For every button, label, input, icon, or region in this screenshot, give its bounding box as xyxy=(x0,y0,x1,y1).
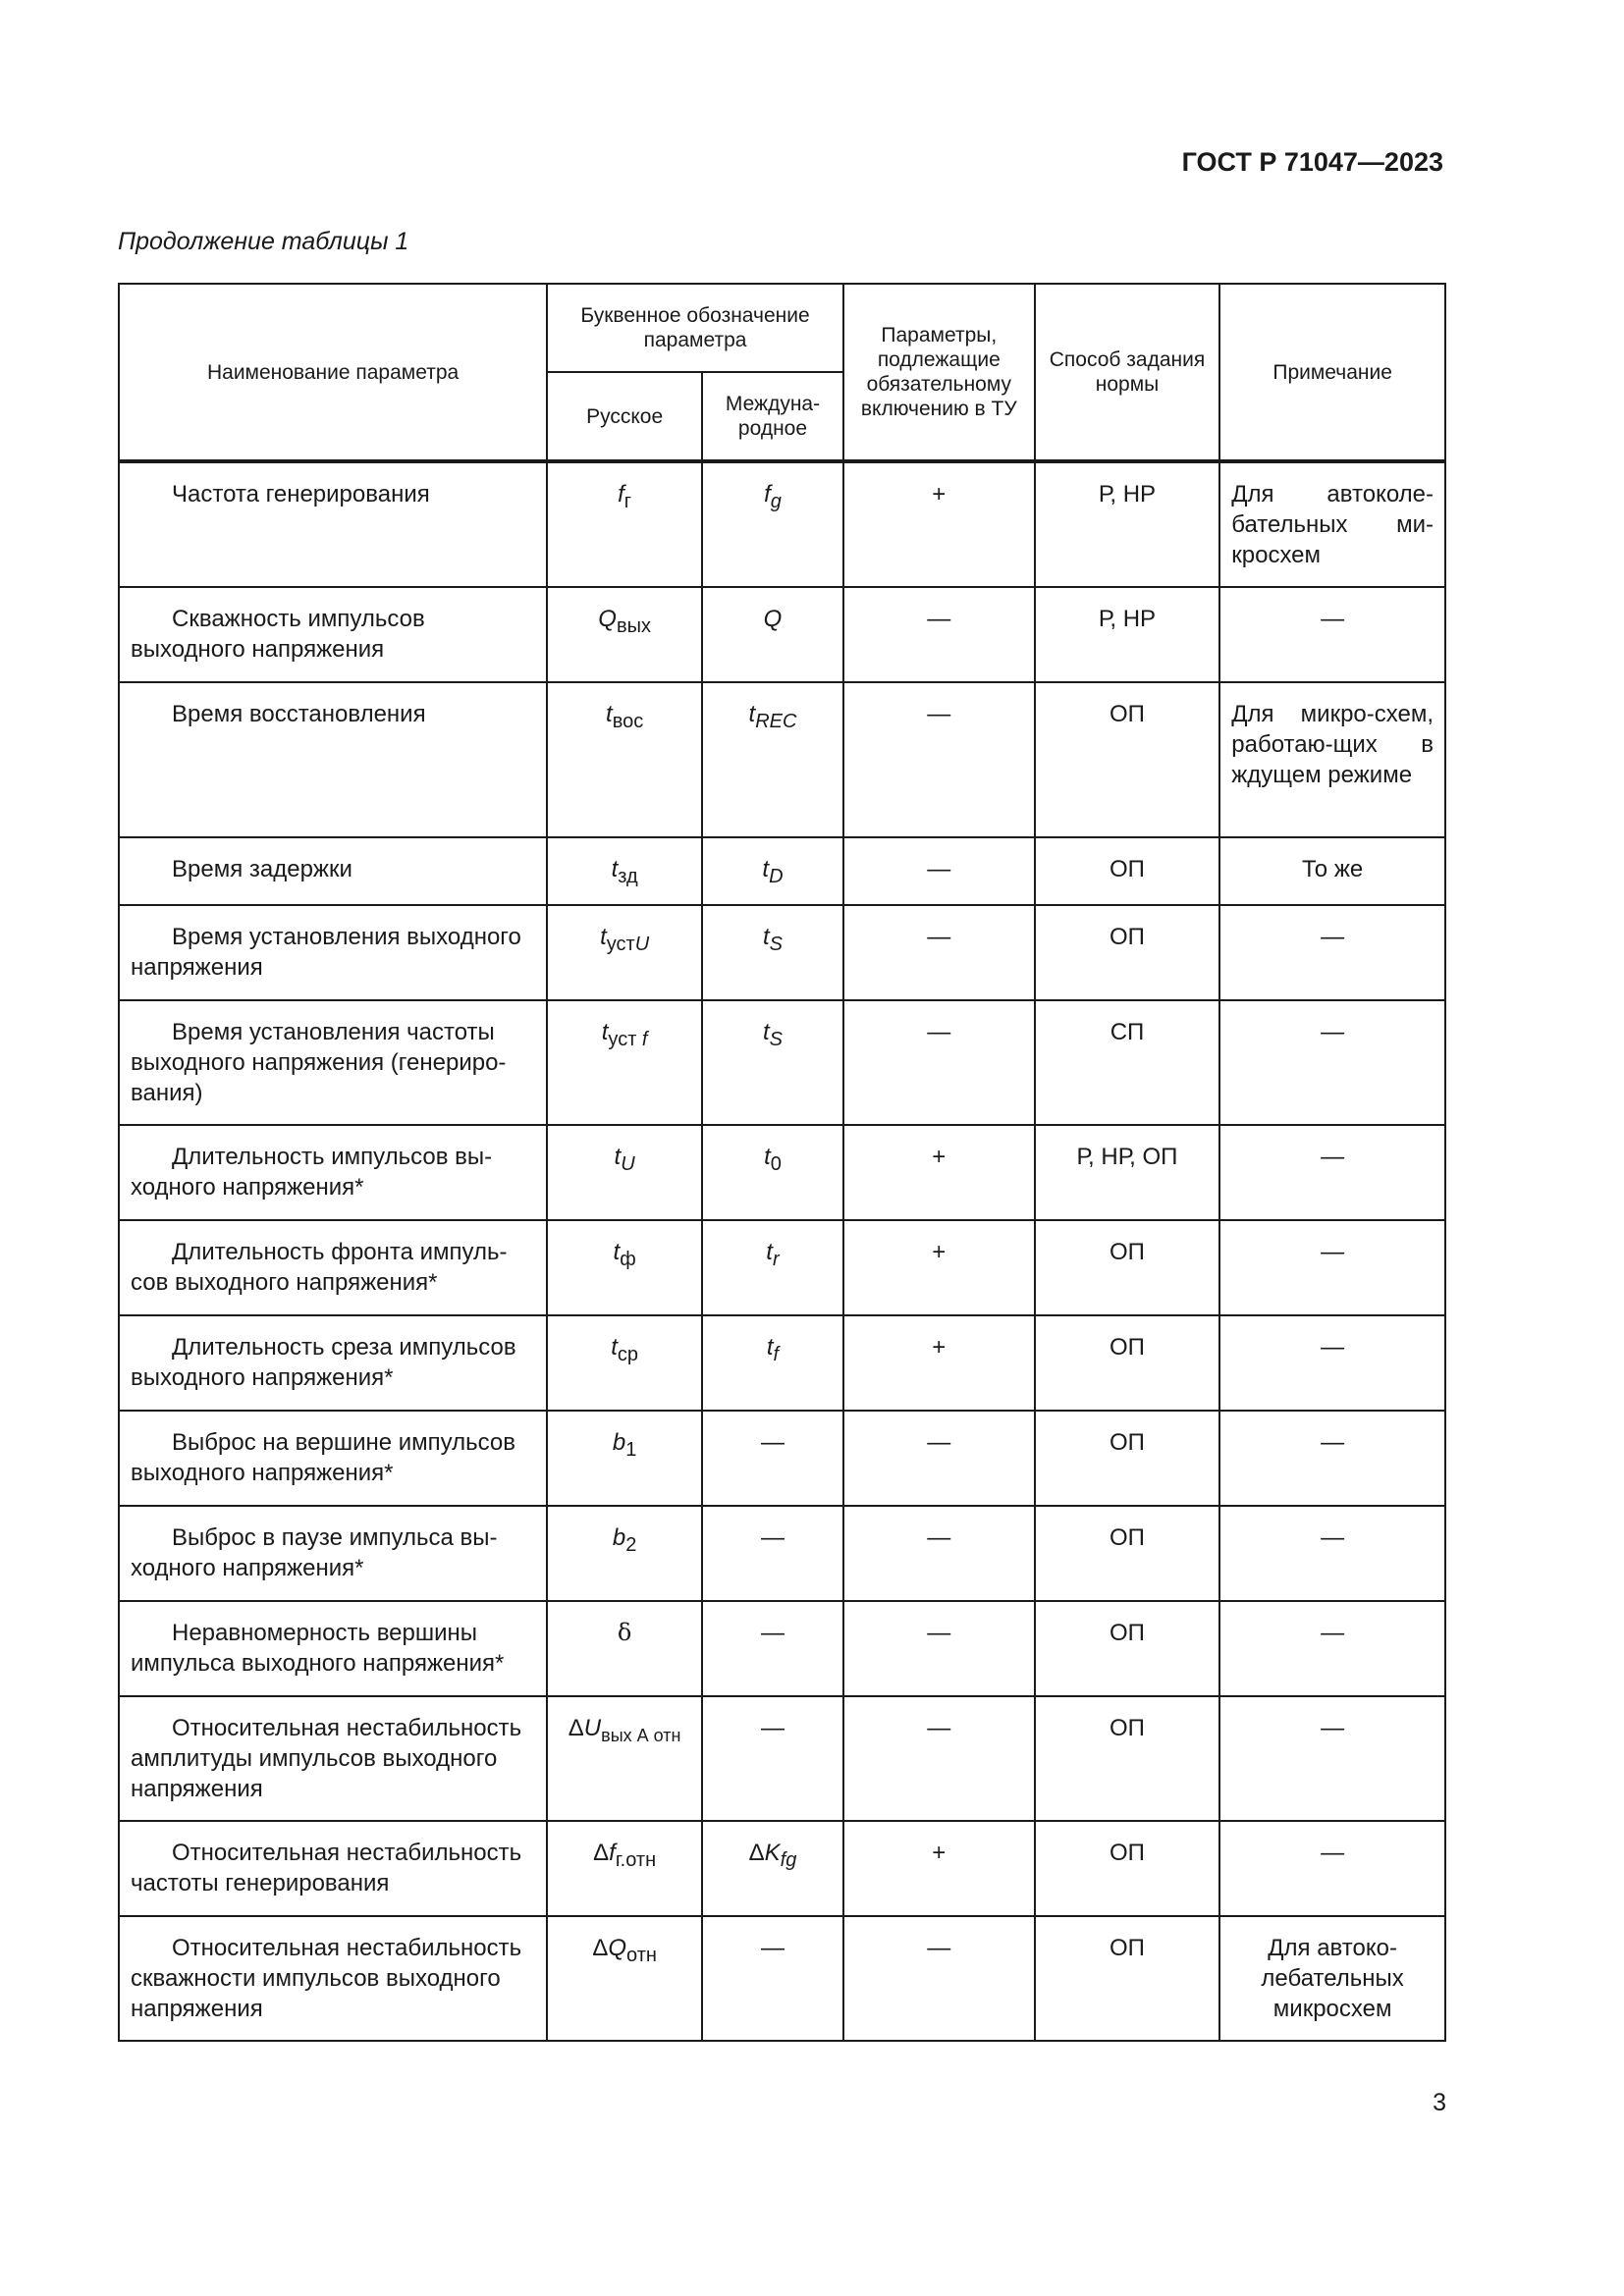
table-row xyxy=(119,1916,1445,2041)
norm-method: СП xyxy=(1035,1000,1220,1125)
russian-symbol: $t_{уст f}$ xyxy=(547,1000,702,1125)
norm-method: Р, НР xyxy=(1035,587,1220,682)
russian-symbol: $t_U$ xyxy=(547,1125,702,1220)
note: — xyxy=(1219,1506,1445,1601)
required-mark: + xyxy=(843,1821,1035,1916)
table-row xyxy=(119,1696,1445,1821)
note: — xyxy=(1219,1411,1445,1506)
norm-method: ОП xyxy=(1035,1696,1220,1821)
russian-symbol: $t_{устU}$ xyxy=(547,905,702,1000)
header-norm-method: Способ задания нормы xyxy=(1035,284,1220,461)
required-mark: — xyxy=(843,1916,1035,2041)
note: Для микро-схем, работаю-щих в ждущем режиме xyxy=(1219,682,1445,837)
note: — xyxy=(1219,1000,1445,1125)
header-russian: Русское xyxy=(547,372,702,461)
required-mark: + xyxy=(843,1125,1035,1220)
russian-symbol: $f_г$ xyxy=(547,461,702,587)
norm-method: Р, НР, ОП xyxy=(1035,1125,1220,1220)
international-symbol: $t_D$ xyxy=(702,837,843,905)
note: — xyxy=(1219,1315,1445,1411)
standard-code: ГОСТ Р 71047—2023 xyxy=(1181,147,1443,177)
required-mark: — xyxy=(843,587,1035,682)
norm-method: ОП xyxy=(1035,837,1220,905)
note: — xyxy=(1219,1125,1445,1220)
required-mark: — xyxy=(843,905,1035,1000)
russian-symbol: δ xyxy=(547,1601,702,1696)
note: — xyxy=(1219,1220,1445,1315)
international-symbol: — xyxy=(702,1506,843,1601)
international-symbol: $t_S$ xyxy=(702,1000,843,1125)
required-mark: — xyxy=(843,1696,1035,1821)
norm-method: Р, НР xyxy=(1035,461,1220,587)
table-row xyxy=(119,837,1445,905)
required-mark: — xyxy=(843,837,1035,905)
param-name: Время задержки xyxy=(119,837,547,905)
page-number: 3 xyxy=(1433,2089,1446,2116)
required-mark: — xyxy=(843,1506,1035,1601)
international-symbol: $\Delta K_{fg}$ xyxy=(702,1821,843,1916)
note: — xyxy=(1219,905,1445,1000)
required-mark: + xyxy=(843,1315,1035,1411)
table-row xyxy=(119,1125,1445,1220)
international-symbol: Q xyxy=(702,587,843,682)
table-row xyxy=(119,1000,1445,1125)
norm-method: ОП xyxy=(1035,1411,1220,1506)
table-row xyxy=(119,1220,1445,1315)
russian-symbol: $t_ф$ xyxy=(547,1220,702,1315)
param-name: Выброс в паузе импульса вы-ходного напряжения* xyxy=(119,1506,547,1601)
norm-method: ОП xyxy=(1035,1506,1220,1601)
param-name: Длительность среза импульсов выходного напряжения* xyxy=(119,1315,547,1411)
russian-symbol: $t_{ср}$ xyxy=(547,1315,702,1411)
note: — xyxy=(1219,587,1445,682)
norm-method: ОП xyxy=(1035,905,1220,1000)
russian-symbol: $\Delta U_{вых А отн}$ xyxy=(547,1696,702,1821)
international-symbol: $t_{REC}$ xyxy=(702,682,843,837)
table-row xyxy=(119,905,1445,1000)
norm-method: ОП xyxy=(1035,1220,1220,1315)
russian-symbol: $b_1$ xyxy=(547,1411,702,1506)
norm-method: ОП xyxy=(1035,1315,1220,1411)
table-row xyxy=(119,1315,1445,1411)
norm-method: ОП xyxy=(1035,1821,1220,1916)
norm-method: ОП xyxy=(1035,682,1220,837)
note: То же xyxy=(1219,837,1445,905)
required-mark: + xyxy=(843,1220,1035,1315)
param-name: Длительность импульсов вы-ходного напряжения* xyxy=(119,1125,547,1220)
table-row xyxy=(119,461,1445,587)
table-row xyxy=(119,1411,1445,1506)
international-symbol: — xyxy=(702,1601,843,1696)
header-international: Междуна-родное xyxy=(702,372,843,461)
header-letter-designation: Буквенное обозначение параметра xyxy=(547,284,843,372)
international-symbol: $t_S$ xyxy=(702,905,843,1000)
table-caption: Продолжение таблицы 1 xyxy=(118,228,409,255)
russian-symbol: $b_2$ xyxy=(547,1506,702,1601)
required-mark: — xyxy=(843,1000,1035,1125)
param-name: Длительность фронта импуль-сов выходного напряжения* xyxy=(119,1220,547,1315)
norm-method: ОП xyxy=(1035,1916,1220,2041)
param-name: Время восстановления xyxy=(119,682,547,837)
note: Для автоко-лебательных микросхем xyxy=(1219,1916,1445,2041)
russian-symbol: $t_{вос}$ xyxy=(547,682,702,837)
russian-symbol: $Q_{вых}$ xyxy=(547,587,702,682)
table-row xyxy=(119,1601,1445,1696)
russian-symbol: $\Delta Q_{отн}$ xyxy=(547,1916,702,2041)
note: — xyxy=(1219,1601,1445,1696)
param-name: Выброс на вершине импульсов выходного напряжения* xyxy=(119,1411,547,1506)
param-name: Относительная нестабильность скважности импульсов выходного напряжения xyxy=(119,1916,547,2041)
international-symbol: $t_0$ xyxy=(702,1125,843,1220)
header-required-in-tu: Параметры, подлежащие обязательному включению в ТУ xyxy=(843,284,1035,461)
required-mark: — xyxy=(843,682,1035,837)
param-name: Время установления выходного напряжения xyxy=(119,905,547,1000)
param-name: Неравномерность вершины импульса выходного напряжения* xyxy=(119,1601,547,1696)
param-name: Относительная нестабильность амплитуды импульсов выходного напряжения xyxy=(119,1696,547,1821)
param-name: Частота генерирования xyxy=(119,461,547,587)
param-name: Относительная нестабильность частоты генерирования xyxy=(119,1821,547,1916)
note: — xyxy=(1219,1821,1445,1916)
header-note: Примечание xyxy=(1219,284,1445,461)
international-symbol: $f_g$ xyxy=(702,461,843,587)
international-symbol: — xyxy=(702,1696,843,1821)
international-symbol: $t_r$ xyxy=(702,1220,843,1315)
table-row xyxy=(119,682,1445,837)
table-row xyxy=(119,1506,1445,1601)
required-mark: + xyxy=(843,461,1035,587)
table-row xyxy=(119,1821,1445,1916)
header-name: Наименование параметра xyxy=(119,284,547,461)
required-mark: — xyxy=(843,1411,1035,1506)
param-name: Скважность импульсов выходного напряжения xyxy=(119,587,547,682)
norm-method: ОП xyxy=(1035,1601,1220,1696)
note: — xyxy=(1219,1696,1445,1821)
international-symbol: — xyxy=(702,1411,843,1506)
international-symbol: — xyxy=(702,1916,843,2041)
param-name: Время установления частоты выходного напряжения (генериро-вания) xyxy=(119,1000,547,1125)
international-symbol: $t_f$ xyxy=(702,1315,843,1411)
russian-symbol: $t_{зд}$ xyxy=(547,837,702,905)
russian-symbol: $\Delta f_{г.отн}$ xyxy=(547,1821,702,1916)
parameters-table xyxy=(118,283,1446,2042)
table-row xyxy=(119,587,1445,682)
required-mark: — xyxy=(843,1601,1035,1696)
note: Для автоколе-бательных ми-кросхем xyxy=(1219,461,1445,587)
